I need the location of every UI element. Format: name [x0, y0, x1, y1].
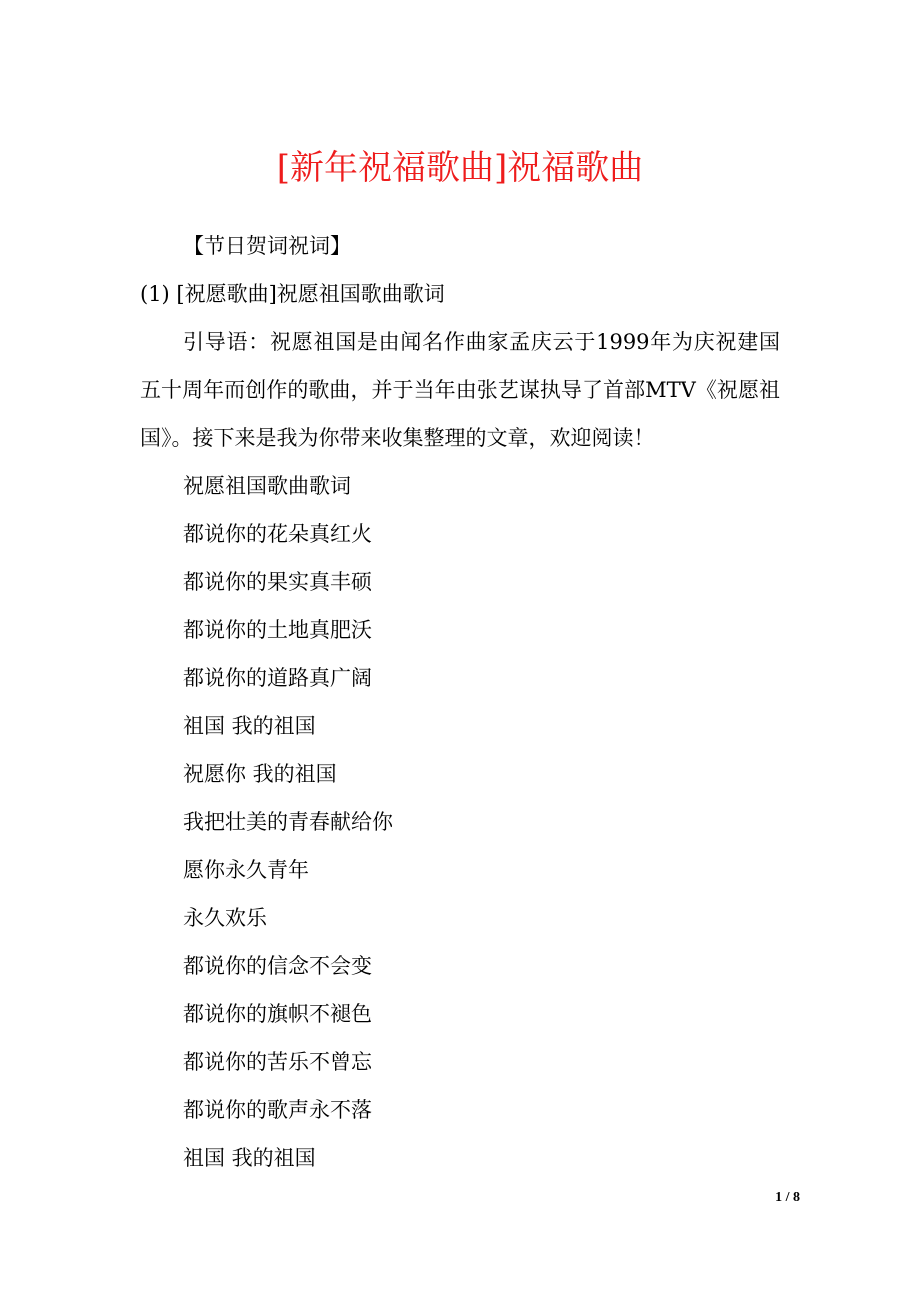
- lyric-line: 永久欢乐: [183, 906, 267, 930]
- intro-paragraph: 引导语：祝愿祖国是由闻名作曲家孟庆云于1999年为庆祝建国五十周年而创作的歌曲，并于当年由张艺谋执导了首部MTV《祝愿祖国》。接下来是我为你带来收集整理的文章，欢迎阅读！: [140, 330, 780, 450]
- lyric-line: 都说你的土地真肥沃: [183, 618, 372, 642]
- lyric-line: 都说你的信念不会变: [183, 954, 372, 978]
- section-heading: (1) [祝愿歌曲]祝愿祖国歌曲歌词: [140, 282, 445, 306]
- lyric-line: 都说你的歌声永不落: [183, 1098, 372, 1122]
- lyric-line: 都说你的旗帜不褪色: [183, 1002, 372, 1026]
- lyric-line: 祖国 我的祖国: [183, 1146, 316, 1170]
- page-indicator: 1 / 8: [775, 1190, 800, 1205]
- lyrics-title: 祝愿祖国歌曲歌词: [183, 474, 351, 498]
- lyric-line: 我把壮美的青春献给你: [183, 810, 393, 834]
- lyric-line: 愿你永久青年: [183, 858, 309, 882]
- lyric-line: 都说你的花朵真红火: [183, 522, 372, 546]
- lyric-line: 祝愿你 我的祖国: [183, 762, 337, 786]
- lyric-line: 都说你的果实真丰硕: [183, 570, 372, 594]
- lyric-line: 祖国 我的祖国: [183, 714, 316, 738]
- category-label: 【节日贺词祝词】: [183, 234, 351, 258]
- document-title: [新年祝福歌曲]祝福歌曲: [276, 148, 644, 188]
- lyric-line: 都说你的道路真广阔: [183, 666, 372, 690]
- lyric-line: 都说你的苦乐不曾忘: [183, 1050, 372, 1074]
